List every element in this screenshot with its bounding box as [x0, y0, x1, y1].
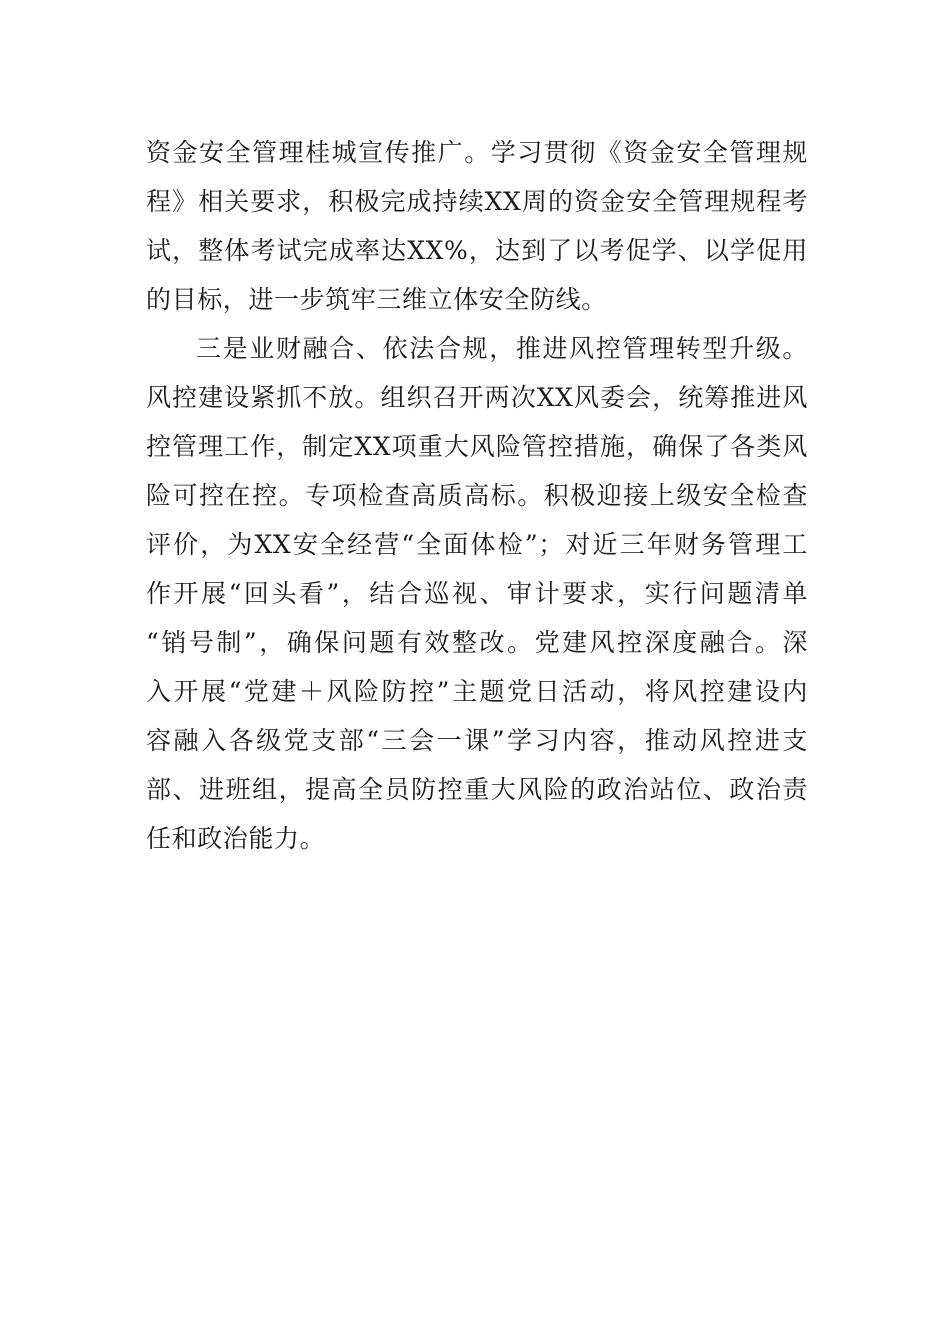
text-line: 的目标，进一步筑牢三维立体安全防线。: [146, 285, 607, 314]
text-line: 任和政治能力。: [146, 824, 326, 853]
text-line: 作开展“回头看”，结合巡视、审计要求，实行问题清单: [146, 579, 808, 608]
text-line: 险可控在控。专项检查高质高标。积极迎接上级安全检查: [146, 481, 808, 510]
text-line: 入开展“党建＋风险防控”主题党日活动，将风控建设内: [146, 677, 808, 706]
text-line: 程》相关要求，积极完成持续XX周的资金安全管理规程考: [146, 187, 808, 216]
text-line: 试，整体考试完成率达XX%，达到了以考促学、以学促用: [146, 236, 808, 265]
document-body: [146, 128, 808, 863]
text-line: 控管理工作，制定XX项重大风险管控措施，确保了各类风: [146, 432, 808, 461]
paragraph-heading-line: 三是业财融合、依法合规，推进风控管理转型升级。: [196, 334, 808, 363]
text-line: 部、进班组，提高全员防控重大风险的政治站位、政治责: [146, 775, 808, 804]
text-line: “销号制”，确保问题有效整改。党建风控深度融合。深: [146, 628, 808, 657]
text-line: 评价，为XX安全经营“全面体检”；对近三年财务管理工: [146, 530, 808, 559]
text-line: 容融入各级党支部“三会一课”学习内容，推动风控进支: [146, 726, 808, 755]
text-line: 资金安全管理桂城宣传推广。学习贯彻《资金安全管理规: [146, 138, 808, 167]
text-line: 风控建设紧抓不放。组织召开两次XX风委会，统筹推进风: [146, 383, 808, 412]
